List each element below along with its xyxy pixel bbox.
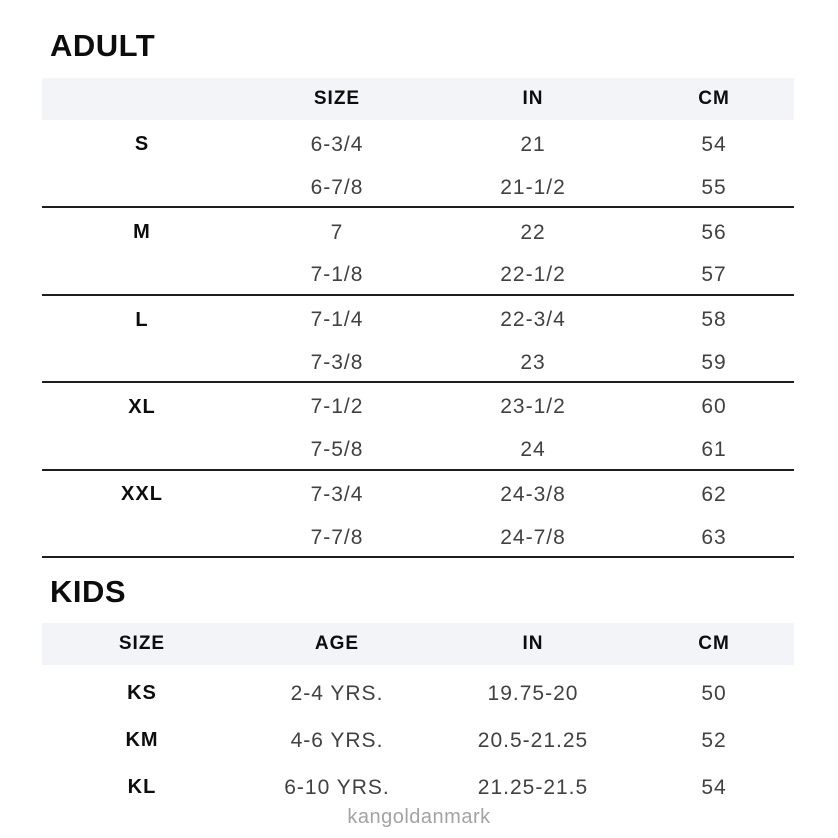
- cm-value: 58: [701, 308, 727, 332]
- hat-size-value: 7-1/8: [242, 251, 432, 295]
- kids-header-cm: CM: [634, 623, 794, 665]
- cm-value: 59: [634, 338, 794, 382]
- cm-value: 54: [701, 132, 727, 156]
- cm-value: 52: [701, 728, 727, 752]
- table-row: [42, 120, 794, 164]
- adult-header-blank: [42, 78, 242, 120]
- cm-value: 63: [634, 513, 794, 557]
- age-value: 6-10 YRS.: [284, 775, 390, 799]
- cm-value: 61: [634, 426, 794, 470]
- kids-size-label: KM: [125, 729, 159, 751]
- inches-value: 24: [432, 426, 634, 470]
- table-row: [42, 759, 794, 806]
- adult-header-cm: CM: [634, 78, 794, 120]
- inches-value: 24-7/8: [432, 513, 634, 557]
- adult-section-title: ADULT: [50, 28, 156, 63]
- table-row: [42, 426, 794, 470]
- table-row: [42, 207, 794, 251]
- kids-size-label: KS: [127, 682, 157, 704]
- size-group-label: [42, 164, 242, 208]
- kids-header-row: [42, 623, 794, 665]
- size-group-label: [42, 338, 242, 382]
- hat-size-value: 7-3/4: [310, 482, 364, 506]
- cm-value: 57: [634, 251, 794, 295]
- table-row: [42, 164, 794, 208]
- inches-value: 19.75-20: [487, 681, 579, 705]
- cm-value: 55: [634, 164, 794, 208]
- table-row: [42, 513, 794, 557]
- inches-value: 23-1/2: [500, 395, 566, 419]
- inches-value: 23: [432, 338, 634, 382]
- cm-value: 60: [701, 395, 727, 419]
- size-group-label: [42, 426, 242, 470]
- size-group-label: M: [133, 221, 151, 244]
- inches-value: 21-1/2: [432, 164, 634, 208]
- inches-value: 22-3/4: [500, 308, 566, 332]
- size-group-label: XL: [128, 395, 156, 418]
- size-group-label: XXL: [121, 483, 163, 506]
- hat-size-value: 7-5/8: [242, 426, 432, 470]
- adult-header-in: IN: [432, 78, 634, 120]
- kids-size-table: [42, 623, 794, 806]
- hat-size-value: 7-1/2: [310, 395, 364, 419]
- size-group-label: [42, 513, 242, 557]
- table-row: [42, 382, 794, 426]
- table-row: [42, 295, 794, 339]
- hat-size-value: 6-3/4: [310, 132, 364, 156]
- table-row: [42, 470, 794, 514]
- hat-size-value: 7-7/8: [242, 513, 432, 557]
- kids-header-age: AGE: [242, 623, 432, 665]
- inches-value: 21.25-21.5: [477, 775, 589, 799]
- size-group-label: S: [134, 133, 150, 156]
- cm-value: 54: [701, 775, 727, 799]
- table-row: [42, 338, 794, 382]
- kids-header-in: IN: [432, 623, 634, 665]
- kids-section-title: KIDS: [50, 574, 127, 609]
- age-value: 2-4 YRS.: [290, 681, 384, 705]
- watermark-text: kangoldanmark: [347, 806, 491, 828]
- hat-size-value: 7-3/8: [242, 338, 432, 382]
- table-row: [42, 712, 794, 759]
- adult-header-row: [42, 78, 794, 120]
- cm-value: 50: [701, 681, 727, 705]
- adult-header-size: SIZE: [242, 78, 432, 120]
- cm-value: 62: [701, 482, 727, 506]
- size-group-label: L: [135, 308, 149, 331]
- hat-size-value: 7: [330, 220, 344, 244]
- kids-size-label: KL: [127, 776, 157, 798]
- inches-value: 21: [520, 132, 546, 156]
- cm-value: 56: [701, 220, 727, 244]
- kids-header-size: SIZE: [42, 623, 242, 665]
- inches-value: 20.5-21.25: [477, 728, 589, 752]
- hat-size-value: 6-7/8: [242, 164, 432, 208]
- table-row: [42, 251, 794, 295]
- size-group-label: [42, 251, 242, 295]
- age-value: 4-6 YRS.: [290, 728, 384, 752]
- hat-size-value: 7-1/4: [310, 308, 364, 332]
- inches-value: 22-1/2: [432, 251, 634, 295]
- table-row: [42, 665, 794, 712]
- adult-size-table: [42, 78, 794, 558]
- inches-value: 22: [520, 220, 546, 244]
- inches-value: 24-3/8: [500, 482, 566, 506]
